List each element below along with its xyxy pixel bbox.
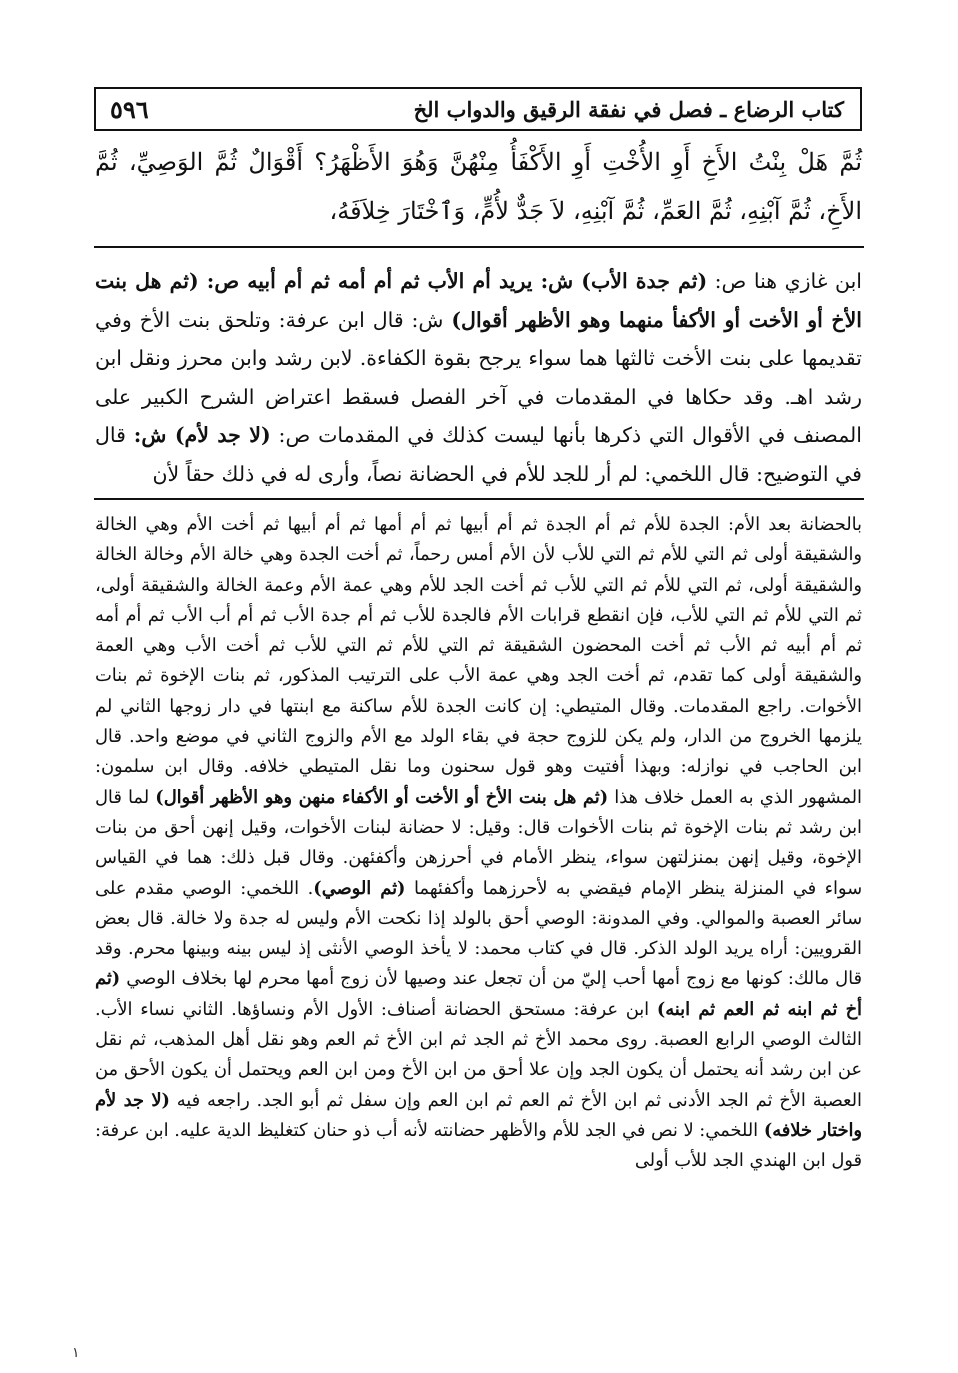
- bottom-mark: ١: [72, 1345, 80, 1361]
- sharh-quote: (ثم هل بنت الأخ أو الأخت أو الأكفأ منهما وهو الأظهر أقوال): [95, 269, 862, 332]
- footnotes: [95, 510, 862, 1177]
- matn-divider: [94, 246, 864, 248]
- notes-divider: [94, 498, 864, 500]
- sharh-marker: ش: يريد أم الأب ثم أم أمه ثم أم أبيه ص:: [198, 269, 582, 293]
- matn-text: ثُمَّ هَلْ بِنْتُ الأَخِ أَوِ الأُخْتِ أَوِ الأَكْفَأُ مِنْهُنَّ وَهُوَ الأَظْهَرُ؟ أَقْوَالٌ ثُمَّ الوَصِيِّ، ثُمَّ الأَخِ، ثُمَّ آبْنِهِ، ثُمَّ العَمِّ، ثُمَّ آبْنِهِ، لاَ جَدٌّ لأُمٍّ، وَٱخْتَارَ خِلاَفَهُ،: [95, 148, 862, 225]
- sharh-segment: ش: قال ابن عرفة: وتلحق بنت الأخ وفي تقديمها على بنت الأخت ثالثها هما سواء يرجح بقوة الكفاءة. لابن رشد وابن محرز ونقل ابن رشد اهـ. وقد حكاها في المقدمات في آخر الفصل فسقط اعتراض الشرح الكبير على المصنف في الأقوال التي ذكرها بأنها ليست كذلك في المقدمات ص:: [95, 307, 862, 447]
- note-segment: . اللخمي: الوصي مقدم على سائر العصبة والموالي. وفي المدونة: الوصي أحق بالولد إذا نكحت الأم وليس له جدة ولا خالة. قال بعض القرويين: أراه يريد الولد الذكر. قال في كتاب محمد: لا يأخذ الوصي الأنثى إذ ليس بينه وبينها محرم. وقد قال مالك: كونها مع زوج أمها أحب إليّ من أن تجعل عند وصيها لأن زوج أمها محرم لها بخلاف الوصي: [95, 877, 862, 990]
- header-title: كتاب الرضاع ـ فصل في نفقة الرقيق والدواب الخ: [413, 96, 844, 122]
- note-quote: (لا جد لأم واختار خلافه): [95, 1089, 862, 1141]
- sharh-quote: (لا جد لأم): [174, 423, 271, 447]
- note-quote: (ثم الوصي): [313, 877, 406, 899]
- sharh-segment: ابن غازي هنا ص:: [707, 269, 862, 293]
- note-segment: لما قال ابن رشد ثم بنات الإخوة ثم بنات الأخوات قال: وقيل: لا حضانة لبنات الأخوات، وقيل إنهن أحق من بنات الإخوة، وقيل إنهن بمنزلتهن سواء، ينظر الأمام في أحرزهن وأكفئهن. وقال قبل ذلك: هما في القياس سواء في المنزلة ينظر الإمام فيقضي به لأحرزهما وأكفئهما: [95, 786, 862, 899]
- note-quote: (ثم هل بنت الأخ أو الأخت أو الأكفاء منهن وهو الأظهر أقوال): [155, 786, 609, 808]
- page-number: ٥٩٦: [110, 94, 149, 124]
- note-segment: ابن عرفة: مستحق الحضانة أصناف: الأول الأم ونساؤها. الثاني نساء الأب. الثالث الوصي الرابع العصبة. روى محمد الأخ ثم الجد ثم ابن الأخ ثم العم وهو نقل أهل المذهب، ثم نقل عن ابن رشد أنه يحتمل أن يكون الجد وإن علا أحق من ابن الأخ ومن ابن العم ويحتمل أن يكون الأحق من العصبة الأخ ثم الجد الأدنى ثم ابن الأخ ثم العم ثم ابن العم وإن سفل ثم أبو الجد. راجعه فيه: [95, 998, 862, 1111]
- sharh-quote: (ثم جدة الأب): [581, 269, 708, 293]
- running-header: [94, 87, 862, 131]
- note-quote: (ثم أخ ثم ابنه ثم العم ثم ابنه): [95, 968, 862, 1020]
- note-segment: بالحضانة بعد الأم: الجدة للأم ثم أم الجدة ثم أم أبيها ثم أم أمها ثم أم أبيها ثم أخت الأم وهي الخالة والشقيقة أولى ثم التي للأم ثم التي للأب لأن الأم أمس رحماً، ثم أخت الجدة وهي خالة الأم وخالة الخالة والشقيقة أولى، ثم التي للأم ثم التي للأب ثم أخت الجد للأم وهي عمة الأم وعمة الخالة والشقيقة أولى، ثم التي للأم ثم التي للأب، فإن انقطع قرابات الأم فالجدة للأب ثم أم جدة الأب ثم أم أب الأب ثم أم أمه ثم أم أبيه ثم الأب ثم أخت المحضون الشقيقة ثم التي للأم ثم التي للأب ثم أخت الأب وهي العمة والشقيقة أولى كما تقدم، ثم أخت الجد وهي عمة الأب على الترتيب المذكور، ثم بنات الإخوة ثم بنات الأخوات. راجع المقدمات. وقال المتيطي: إن كانت الجدة للأم ساكنة مع ابنتها في دار زوجها الثاني لم يلزمها الخروج من الدار، ولم يكن للزوج حجة في بقاء الولد مع الأم والزوج الثاني في موضع واحد. قال ابن الحاجب في نوازله: وبهذا أفتيت وهو قول سحنون وما نقل المتيطي خلافه. وقال ابن سلمون: المشهور الذي به العمل خلاف هذا: [95, 514, 862, 808]
- sharh-segment: قال في التوضيح: قال اللخمي: لم أر للجد للأم في الحضانة نصاً، وأرى له في ذلك حقاً لأن: [95, 423, 862, 486]
- sharh-commentary: [95, 262, 862, 493]
- note-segment: اللخمي: لا نص في الجد للأم والأظهر حضانته لأنه أب ذو حنان كتغليظ الدية عليه. ابن عرفة: قول ابن الهندي الجد للأب أولى: [95, 1119, 862, 1172]
- sharh-marker: ش:: [133, 423, 175, 447]
